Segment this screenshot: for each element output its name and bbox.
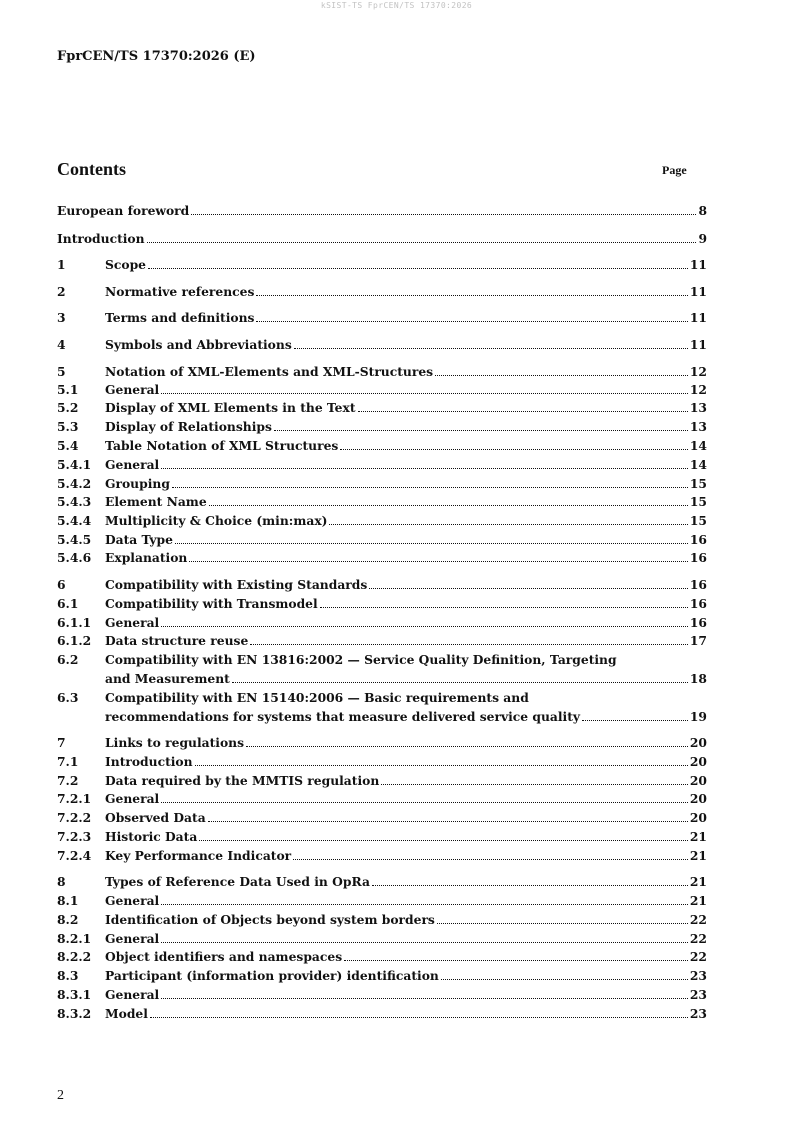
toc-dot-leader [148, 268, 688, 269]
toc-entry-title-line1: Compatibility with EN 15140:2006 — Basic requirements and [105, 690, 529, 705]
toc-dot-leader [161, 998, 688, 999]
toc-entry-number: 5.3 [57, 419, 79, 434]
toc-entry-title: Types of Reference Data Used in OpRa [105, 874, 370, 889]
toc-entry-page: 23 [689, 987, 707, 1002]
toc-entry-page: 11 [689, 257, 707, 272]
toc-entry-page: 21 [689, 829, 707, 844]
toc-entry-number: 7.2 [57, 773, 79, 788]
toc-entry-page: 20 [689, 754, 707, 769]
toc-entry-page: 13 [689, 419, 707, 434]
toc-entry-title: General [105, 457, 160, 472]
toc-entry-number: 5.4.4 [57, 513, 92, 528]
toc-entry-page: 17 [689, 633, 707, 648]
toc-entry-number: 6.1.2 [57, 633, 92, 648]
toc-dot-leader [172, 487, 688, 488]
toc-dot-leader [246, 746, 688, 747]
toc-entry-title: Data required by the MMTIS regulation [105, 773, 380, 788]
toc-entry-number: 7.1 [57, 754, 79, 769]
toc-entry-page: 11 [689, 337, 707, 352]
toc-entry-page: 21 [689, 893, 707, 908]
toc-entry-number: 6 [57, 577, 66, 592]
toc-entry-number: 5.1 [57, 382, 79, 397]
toc-dot-leader [274, 430, 688, 431]
toc-entry-title: Element Name [105, 494, 207, 509]
toc-dot-leader [175, 543, 688, 544]
toc-entry-number: 6.3 [57, 690, 79, 705]
toc-entry-number: 7.2.2 [57, 810, 92, 825]
toc-entry-page: 16 [689, 615, 707, 630]
toc-entry-number: 5.2 [57, 400, 79, 415]
toc-dot-leader [161, 942, 688, 943]
toc-entry-title: Scope [105, 257, 146, 272]
toc-entry-title: Symbols and Abbreviations [105, 337, 292, 352]
toc-dot-leader [250, 644, 688, 645]
toc-entry-page: 23 [689, 968, 707, 983]
toc-dot-leader [582, 720, 688, 721]
toc-dot-leader [191, 214, 696, 215]
page-column-label: Page [662, 163, 687, 177]
toc-entry-title: General [105, 791, 160, 806]
toc-entry-page: 13 [689, 400, 707, 415]
toc-entry-page: 12 [689, 382, 707, 397]
toc-dot-leader [232, 682, 688, 683]
toc-entry-page: 11 [689, 310, 707, 325]
toc-dot-leader [437, 923, 688, 924]
toc-dot-leader [294, 348, 688, 349]
toc-dot-leader [441, 979, 688, 980]
toc-dot-leader [195, 765, 688, 766]
toc-dot-leader [340, 449, 688, 450]
toc-entry-number: 7.2.3 [57, 829, 92, 844]
toc-dot-leader [199, 840, 688, 841]
toc-entry-number: 8.1 [57, 893, 79, 908]
toc-entry-page: 15 [689, 513, 707, 528]
toc-entry-title: Key Performance Indicator [105, 848, 292, 863]
toc-entry-title: Object identifiers and namespaces [105, 949, 343, 964]
toc-entry-title: Notation of XML-Elements and XML-Structures [105, 364, 434, 379]
toc-entry-title: Introduction [105, 754, 193, 769]
toc-entry-page: 22 [689, 949, 707, 964]
toc-dot-leader [358, 411, 688, 412]
toc-entry-number: 5.4.5 [57, 532, 92, 547]
toc-entry-title: Introduction [57, 231, 145, 246]
toc-entry-title: Multiplicity & Choice (min:max) [105, 513, 328, 528]
toc-entry-page: 14 [689, 438, 707, 453]
toc-entry-title: General [105, 893, 160, 908]
toc-entry-number: 7.2.1 [57, 791, 92, 806]
toc-entry-page: 20 [689, 810, 707, 825]
toc-dot-leader [161, 393, 688, 394]
toc-entry-page: 11 [689, 284, 707, 299]
toc-dot-leader [381, 784, 688, 785]
toc-dot-leader [147, 242, 697, 243]
toc-dot-leader [329, 524, 687, 525]
page-number: 2 [57, 1088, 64, 1103]
toc-entry-title: Participant (information provider) identification [105, 968, 439, 983]
toc-entry-number: 6.1 [57, 596, 79, 611]
toc-entry-page: 22 [689, 931, 707, 946]
toc-dot-leader [209, 505, 688, 506]
toc-dot-leader [189, 561, 688, 562]
toc-entry-number: 2 [57, 284, 66, 299]
toc-entry-title: Normative references [105, 284, 255, 299]
toc-entry-title: Table Notation of XML Structures [105, 438, 339, 453]
contents-heading: Contents [57, 159, 127, 179]
toc-entry-title: and Measurement [105, 671, 230, 686]
toc-entry-title: General [105, 987, 160, 1002]
toc-entry-title: Compatibility with Transmodel [105, 596, 318, 611]
toc-entry-number: 8.2 [57, 912, 79, 927]
toc-entry-title: Compatibility with Existing Standards [105, 577, 368, 592]
toc-entry-page: 21 [689, 874, 707, 889]
toc-entry-number: 7 [57, 735, 66, 750]
toc-dot-leader [369, 588, 688, 589]
toc-entry-page: 18 [689, 671, 707, 686]
toc-entry-number: 5 [57, 364, 66, 379]
toc-entry-page: 16 [689, 550, 707, 565]
toc-dot-leader [150, 1017, 688, 1018]
watermark-header: kSIST-TS FprCEN/TS 17370:2026 [320, 1, 473, 10]
toc-entry-number: 5.4.3 [57, 494, 92, 509]
toc-dot-leader [161, 802, 688, 803]
toc-entry-title: recommendations for systems that measure delivered service quality [105, 709, 581, 724]
toc-entry-title: Historic Data [105, 829, 198, 844]
toc-dot-leader [208, 821, 688, 822]
toc-entry-page: 16 [689, 577, 707, 592]
toc-dot-leader [435, 375, 688, 376]
toc-entry-page: 12 [689, 364, 707, 379]
toc-dot-leader [161, 468, 688, 469]
toc-dot-leader [372, 885, 688, 886]
toc-entry-page: 19 [689, 709, 707, 724]
toc-entry-page: 20 [689, 735, 707, 750]
toc-entry-page: 20 [689, 773, 707, 788]
toc-dot-leader [256, 295, 687, 296]
toc-entry-title: Grouping [105, 476, 170, 491]
toc-entry-title: Model [105, 1006, 148, 1021]
toc-entry-number: 3 [57, 310, 66, 325]
toc-dot-leader [344, 960, 688, 961]
toc-entry-title: European foreword [57, 203, 190, 218]
toc-entry-number: 6.2 [57, 652, 79, 667]
toc-entry-title: Data Type [105, 532, 173, 547]
toc-entry-number: 8.2.2 [57, 949, 92, 964]
toc-entry-page: 16 [689, 532, 707, 547]
toc-dot-leader [256, 321, 687, 322]
toc-entry-number: 7.2.4 [57, 848, 92, 863]
toc-entry-number: 4 [57, 337, 66, 352]
toc-entry-number: 8.3 [57, 968, 79, 983]
toc-entry-title: Observed Data [105, 810, 206, 825]
toc-entry-number: 8.3.1 [57, 987, 92, 1002]
toc-entry-page: 8 [698, 203, 707, 218]
toc-entry-title: General [105, 931, 160, 946]
toc-entry-number: 5.4 [57, 438, 79, 453]
toc-dot-leader [161, 904, 688, 905]
toc-entry-title: Links to regulations [105, 735, 245, 750]
toc-entry-number: 6.1.1 [57, 615, 92, 630]
toc-entry-page: 9 [698, 231, 707, 246]
toc-entry-title: General [105, 382, 160, 397]
toc-dot-leader [320, 607, 688, 608]
toc-entry-page: 22 [689, 912, 707, 927]
toc-entry-page: 16 [689, 596, 707, 611]
toc-entry-title: Data structure reuse [105, 633, 249, 648]
toc-entry-page: 23 [689, 1006, 707, 1021]
toc-entry-page: 15 [689, 494, 707, 509]
toc-dot-leader [293, 859, 688, 860]
toc-entry-title: General [105, 615, 160, 630]
toc-entry-page: 21 [689, 848, 707, 863]
toc-entry-page: 15 [689, 476, 707, 491]
toc-entry-title-line1: Compatibility with EN 13816:2002 — Service Quality Definition, Targeting [105, 652, 617, 667]
toc-entry-page: 14 [689, 457, 707, 472]
toc-entry-number: 5.4.6 [57, 550, 92, 565]
toc-dot-leader [161, 626, 688, 627]
toc-entry-title: Display of XML Elements in the Text [105, 400, 356, 415]
document-id: FprCEN/TS 17370:2026 (E) [57, 49, 256, 64]
toc-entry-number: 8.3.2 [57, 1006, 92, 1021]
toc-entry-page: 20 [689, 791, 707, 806]
toc-entry-title: Explanation [105, 550, 188, 565]
toc-entry-title: Display of Relationships [105, 419, 272, 434]
toc-entry-number: 5.4.1 [57, 457, 92, 472]
toc-entry-title: Terms and definitions [105, 310, 255, 325]
toc-entry-number: 1 [57, 257, 66, 272]
toc-entry-title: Identification of Objects beyond system borders [105, 912, 435, 927]
toc-entry-number: 8.2.1 [57, 931, 92, 946]
toc-entry-number: 8 [57, 874, 66, 889]
toc-entry-number: 5.4.2 [57, 476, 92, 491]
